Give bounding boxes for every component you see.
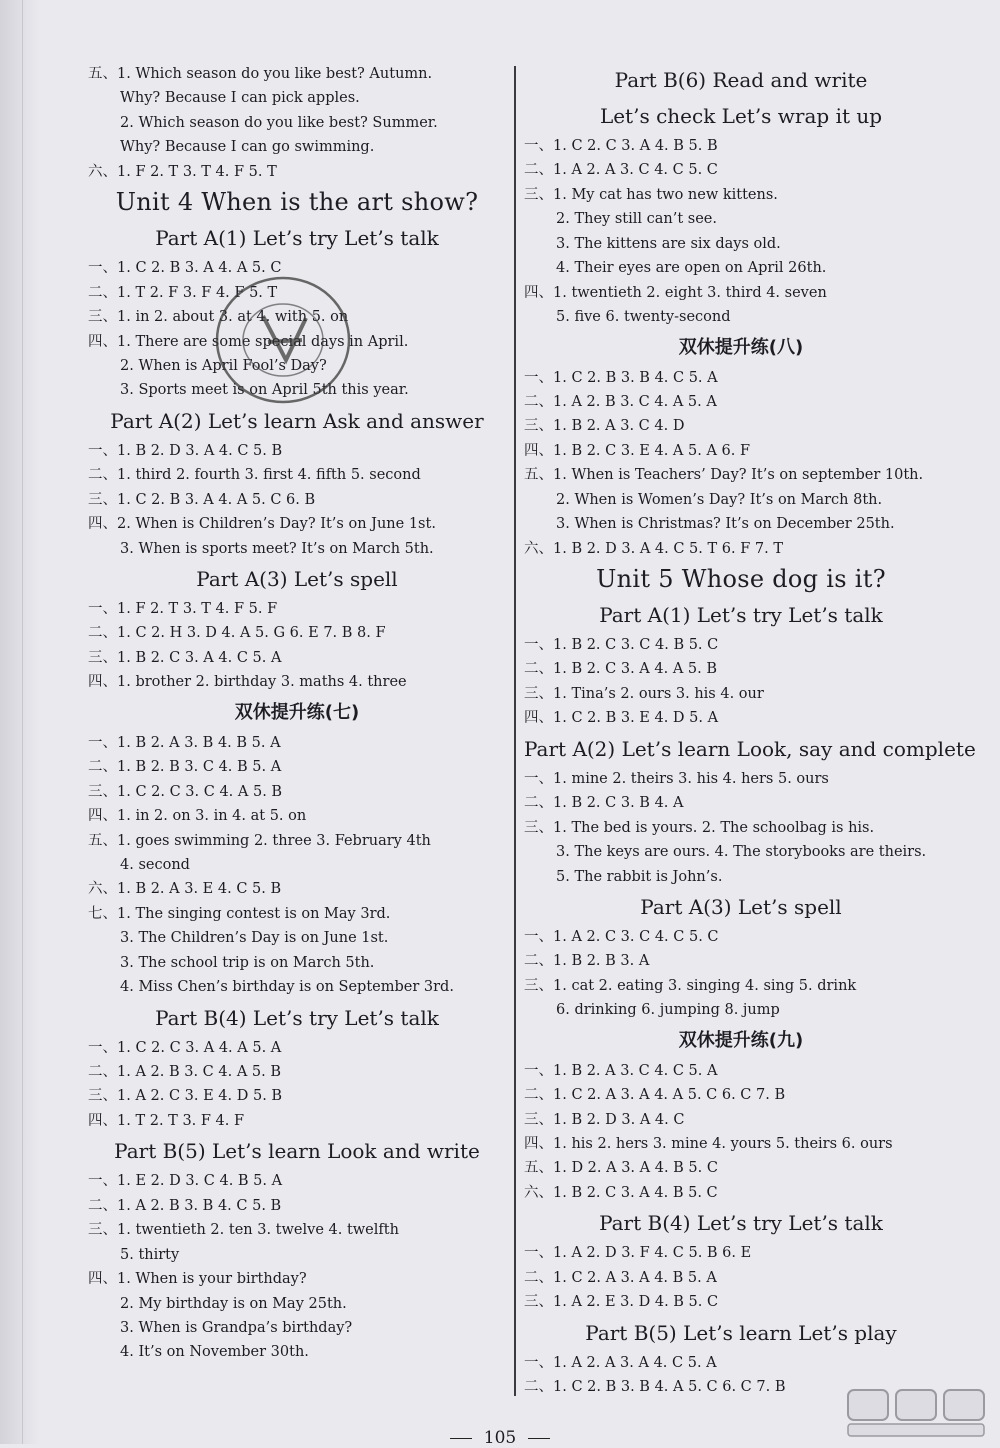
answer-line: 二、1. C 2. A 3. A 4. B 5. A [524, 1269, 717, 1286]
part-heading: Part B(4) Let’s try Let’s talk [155, 1005, 439, 1030]
answer-line: 一、1. B 2. A 3. C 4. C 5. A [524, 1062, 718, 1079]
answer-line: 二、1. B 2. B 3. C 4. B 5. A [88, 759, 282, 776]
answer-line: 3. The school trip is on March 5th. [120, 954, 375, 971]
answer-line: 二、1. A 2. A 3. C 4. C 5. C [524, 162, 718, 179]
answer-line: 六、1. B 2. A 3. E 4. C 5. B [88, 881, 282, 898]
answer-line: 一、1. C 2. C 3. A 4. A 5. A [88, 1039, 282, 1056]
part-heading: Part A(2) Let’s learn Ask and answer [110, 408, 484, 433]
answer-line: 二、1. B 2. C 3. A 4. A 5. B [524, 661, 718, 678]
answer-line: 二、1. T 2. F 3. F 4. F 5. T [88, 284, 278, 301]
answer-line: 一、1. B 2. D 3. A 4. C 5. B [88, 442, 283, 459]
answer-line: 一、1. B 2. A 3. B 4. B 5. A [88, 734, 281, 751]
answer-line: 六、1. B 2. D 3. A 4. C 5. T 6. F 7. T [524, 540, 784, 557]
answer-line: 三、1. C 2. B 3. A 4. A 5. C 6. B [88, 491, 316, 508]
answer-line: 4. second [120, 856, 190, 873]
answer-line: 5. five 6. twenty-second [556, 309, 731, 326]
part-heading: Let’s check Let’s wrap it up [599, 104, 883, 128]
answer-line: 二、1. C 2. A 3. A 4. A 5. C 6. C 7. B [524, 1087, 786, 1104]
answer-line: 三、1. Tina’s 2. ours 3. his 4. our [524, 685, 764, 702]
answer-line: 四、1. twentieth 2. eight 3. third 4. seven [524, 284, 827, 301]
answer-line: 一、1. C 2. B 3. A 4. A 5. C [88, 260, 282, 277]
book-binding-edge [0, 0, 40, 1444]
answer-line: Why? Because I can pick apples. [120, 90, 360, 107]
part-heading: Part A(1) Let’s try Let’s talk [599, 603, 883, 627]
answer-line: 二、1. A 2. B 3. C 4. A 5. A [524, 393, 717, 410]
answer-line: 3. The kittens are six days old. [556, 235, 781, 252]
part-heading: Part B(4) Let’s try Let’s talk [599, 1211, 883, 1236]
answer-line: 四、1. his 2. hers 3. mine 4. yours 5. theirs 6. ours [524, 1136, 893, 1152]
answer-line: 一、1. A 2. C 3. C 4. C 5. C [524, 928, 719, 945]
column-divider [514, 66, 516, 1396]
answer-line: 一、1. E 2. D 3. C 4. B 5. A [88, 1173, 283, 1190]
answer-line: 二、1. B 2. C 3. B 4. A [524, 795, 684, 812]
answer-line: 四、1. When is your birthday? [88, 1271, 307, 1288]
answer-line: 四、1. There are some special days in April. [88, 333, 409, 350]
answer-line: 2. My birthday is on May 25th. [120, 1295, 347, 1312]
unit-heading: Unit 4 When is the art show? [115, 188, 479, 217]
answer-line: 三、1. A 2. C 3. E 4. D 5. B [88, 1088, 283, 1105]
answer-line: 三、1. cat 2. eating 3. singing 4. sing 5. drink [524, 977, 857, 994]
answer-line: 二、1. C 2. B 3. B 4. A 5. C 6. C 7. B [524, 1379, 786, 1396]
answer-line: 五、1. Which season do you like best? Autumn. [88, 66, 433, 82]
answer-line: 三、1. B 2. A 3. C 4. D [524, 418, 685, 435]
answer-line: 五、1. D 2. A 3. A 4. B 5. C [524, 1160, 718, 1177]
answer-line: 四、2. When is Children’s Day? It’s on June 1st. [88, 516, 436, 533]
answer-line: 一、1. mine 2. theirs 3. his 4. hers 5. ours [524, 770, 829, 787]
part-heading: Part A(3) Let’s spell [640, 894, 842, 919]
answer-line: 四、1. brother 2. birthday 3. maths 4. three [88, 674, 407, 691]
answer-line: 三、1. twentieth 2. ten 3. twelve 4. twelfth [88, 1222, 399, 1239]
answer-line: 2. When is Women’s Day? It’s on March 8th. [556, 491, 883, 508]
answer-line: 4. Their eyes are open on April 26th. [556, 260, 827, 277]
answer-line: 2. When is April Fool’s Day? [120, 357, 327, 374]
answer-line: 一、1. C 2. B 3. B 4. C 5. A [524, 369, 718, 386]
answer-line: 三、1. C 2. C 3. C 4. A 5. B [88, 783, 283, 800]
answer-line: 5. The rabbit is John’s. [556, 868, 723, 885]
answer-line: 四、1. in 2. on 3. in 4. at 5. on [88, 808, 307, 825]
weekend-practice-heading: 双休提升练(七) [234, 701, 360, 723]
answer-line: 2. Which season do you like best? Summer. [120, 114, 438, 131]
answer-line: 3. When is sports meet? It’s on March 5th. [120, 540, 434, 557]
answer-line: 3. When is Christmas? It’s on December 25th. [556, 516, 895, 533]
answer-line: Why? Because I can go swimming. [120, 139, 375, 156]
answer-line: 七、1. The singing contest is on May 3rd. [88, 905, 391, 922]
answer-line: 一、1. C 2. C 3. A 4. B 5. B [524, 138, 718, 154]
answer-line: 一、1. A 2. A 3. A 4. C 5. A [524, 1354, 717, 1371]
answer-line: 二、1. C 2. H 3. D 4. A 5. G 6. E 7. B 8. F [88, 625, 386, 642]
page-number: 105 [483, 1428, 517, 1448]
answer-line: 2. They still can’t see. [556, 211, 717, 228]
answer-line: 三、1. B 2. D 3. A 4. C [524, 1111, 685, 1128]
left-answer-column [88, 62, 506, 1365]
answer-line: 四、1. T 2. T 3. F 4. F [88, 1112, 245, 1129]
part-heading: Part A(3) Let’s spell [196, 567, 398, 591]
answer-line: 4. It’s on November 30th. [120, 1344, 309, 1361]
right-answer-column [524, 62, 976, 1400]
answer-line: 三、1. The bed is yours. 2. The schoolbag is his. [524, 819, 875, 836]
answer-line: 六、1. B 2. C 3. A 4. B 5. C [524, 1184, 718, 1201]
answer-line: 四、1. B 2. C 3. E 4. A 5. A 6. F [524, 442, 751, 459]
answer-line: 3. When is Grandpa’s birthday? [120, 1319, 353, 1336]
answer-line: 3. Sports meet is on April 5th this year. [120, 382, 409, 399]
answer-line: 六、1. F 2. T 3. T 4. F 5. T [88, 163, 277, 180]
answer-line: 三、1. A 2. E 3. D 4. B 5. C [524, 1294, 719, 1311]
part-heading: Part B(5) Let’s learn Let’s play [585, 1320, 897, 1345]
part-heading: Part A(2) Let’s learn Look, say and complete [524, 736, 976, 761]
answer-line: 一、1. A 2. D 3. F 4. C 5. B 6. E [524, 1245, 752, 1262]
answer-line: 3. The Children’s Day is on June 1st. [120, 930, 389, 947]
answer-line: 一、1. F 2. T 3. T 4. F 5. F [88, 601, 278, 617]
answer-line: 二、1. third 2. fourth 3. first 4. fifth 5. second [88, 467, 421, 484]
answer-line: 3. The keys are ours. 4. The storybooks are theirs. [556, 844, 927, 861]
answer-line: 二、1. B 2. B 3. A [524, 953, 650, 970]
answer-line: 五、1. When is Teachers’ Day? It’s on september 10th. [524, 467, 924, 484]
answer-line: 三、1. in 2. about 3. at 4. with 5. on [88, 309, 349, 326]
answer-line: 三、1. B 2. C 3. A 4. C 5. A [88, 649, 282, 666]
answer-line: 二、1. A 2. B 3. B 4. C 5. B [88, 1197, 282, 1214]
weekend-practice-heading: 双休提升练(九) [678, 1029, 804, 1051]
answer-line: 四、1. C 2. B 3. E 4. D 5. A [524, 710, 719, 727]
part-heading: Part B(5) Let’s learn Look and write [114, 1139, 480, 1164]
answer-line: 三、1. My cat has two new kittens. [524, 186, 778, 203]
answer-line: 一、1. B 2. C 3. C 4. B 5. C [524, 637, 719, 653]
part-heading: Part A(1) Let’s try Let’s talk [155, 226, 439, 251]
unit-heading: Unit 5 Whose dog is it? [596, 565, 886, 593]
answer-line: 五、1. goes swimming 2. three 3. February 4th [88, 832, 431, 849]
part-heading: Part B(6) Read and write [614, 68, 868, 92]
answer-line: 4. Miss Chen’s birthday is on September 3rd. [120, 979, 454, 996]
page-footer [0, 1428, 1000, 1448]
answer-line: 5. thirty [120, 1246, 180, 1263]
weekend-practice-heading: 双休提升练(八) [678, 336, 804, 358]
answer-line: 二、1. A 2. B 3. C 4. A 5. B [88, 1064, 282, 1080]
answer-line: 6. drinking 6. jumping 8. jump [556, 1002, 780, 1019]
